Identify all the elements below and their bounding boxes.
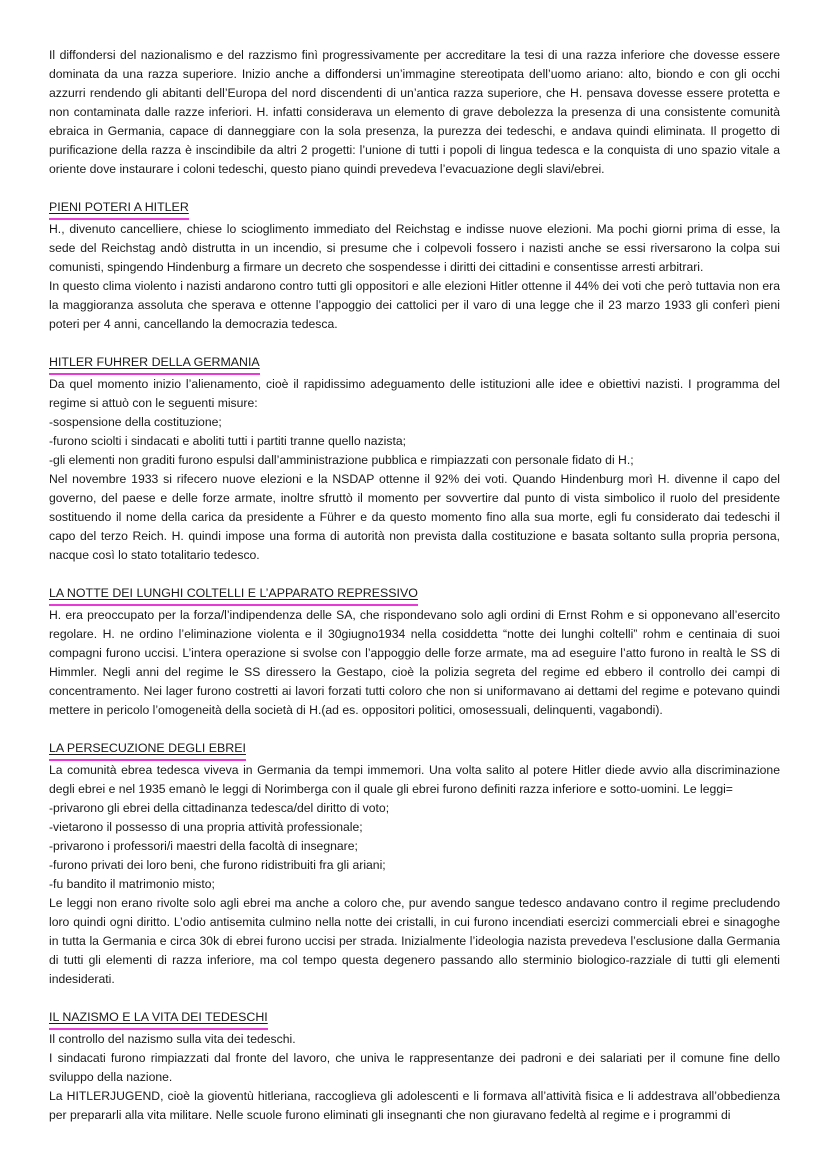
paragraph: I sindacati furono rimpiazzati dal fronte del lavoro, che univa le rappresentanze dei padroni e dei salariati per il comune fine dello sviluppo della nazione. [49, 1051, 780, 1084]
section-heading: PIENI POTERI A HITLER [49, 198, 189, 220]
paragraph: Nel novembre 1933 si rifecero nuove elezioni e la NSDAP ottenne il 92% dei voti. Quando Hindenburg morì H. divenne il capo del governo, del paese e delle forze armate, inoltre sfruttò il momento per sovvertire dal punto di vista simbolico il ruolo del presidente sostituendo il nome della carica da presidente a Führer e da questo momento fino alla sua morte, egli fu considerato dai tedeschi il capo del terzo Reich. H. quindi impose una forma di autorità non prevista dalla costituzione e basata soltanto sulla propria persona, nacque così lo stato totalitario tedesco. [49, 472, 780, 562]
section-pieni-poteri [49, 198, 780, 334]
paragraph: H., divenuto cancelliere, chiese lo scioglimento immediato del Reichstag e indisse nuove elezioni. Ma pochi giorni prima di esse, la sede del Reichstag andò distrutta in un incendio, si presume che i colpevoli fossero i nazisti anche se essi riversarono la colpa sui comunisti, spingendo Hindenburg a firmare un decreto che sospendesse i diritti dei cittadini e consentisse arresti arbitrari. [49, 222, 780, 274]
list-item: -furono privati dei loro beni, che furono ridistribuiti fra gli ariani; [49, 858, 386, 872]
list-item: -gli elementi non graditi furono espulsi dall’amministrazione pubblica e rimpiazzati con personale fidato di H.; [49, 453, 634, 467]
section-persecuzione-ebrei [49, 739, 780, 989]
paragraph: Le leggi non erano rivolte solo agli ebrei ma anche a coloro che, pur avendo sangue tedesco andavano contro il regime precludendo loro quindi ogni diritto. L’odio antisemita culmino nella notte dei cristalli, in cui furono incendiati esercizi commerciali ebrei e sinagoghe in tutta la Germania e circa 30k di ebrei furono uccisi per strada. Inizialmente l’ideologia nazista prevedeva l’esclusione dalla Germania di tutti gli elementi di razza inferiore, ma col tempo questa degenero passando allo sterminio biologico-razziale di tutti gli elementi indesiderati. [49, 896, 780, 986]
section-heading: HITLER FUHRER DELLA GERMANIA [49, 353, 260, 375]
paragraph: La HITLERJUGEND, cioè la gioventù hitleriana, raccoglieva gli adolescenti e li formava all’attività fisica e li addestrava all’obbedienza per prepararli alla vita militare. Nelle scuole furono eliminati gli insegnanti che non giuravano fedeltà al regime e i programmi di [49, 1089, 780, 1122]
intro-paragraph: Il diffondersi del nazionalismo e del razzismo finì progressivamente per accreditare la tesi di una razza inferiore che dovesse essere dominata da una razza superiore. Inizio anche a diffondersi un’immagine stereotipata dell’uomo ariano: alto, biondo e con gli occhi azzurri rendendo gli abitanti dell’Europa del nord discendenti di un’antica razza superiore, che H. pensava dovesse essere protetta e non contaminata dalle razze inferiori. H. infatti considerava un elemento di grave debolezza la presenza di una consistente comunità ebraica in Germania, capace di danneggiare con la sola presenza, la purezza dei tedeschi, e andava quindi eliminata. Il progetto di purificazione della razza è inscindibile da altri 2 progetti: l’unione di tutti i popoli di lingua tedesca e la conquista di uno spazio vitale a oriente dove instaurare i coloni tedeschi, questo piano quindi prevedeva l’evacuazione degli slavi/ebrei. [49, 48, 780, 176]
list-item: -furono sciolti i sindacati e aboliti tutti i partiti tranne quello nazista; [49, 434, 407, 448]
list-item: -fu bandito il matrimonio misto; [49, 877, 215, 891]
section-heading: LA NOTTE DEI LUNGHI COLTELLI E L’APPARATO REPRESSIVO [49, 584, 418, 606]
section-heading: IL NAZISMO E LA VITA DEI TEDESCHI [49, 1008, 268, 1030]
list-item: -vietarono il possesso di una propria attività professionale; [49, 820, 363, 834]
section-nazismo-vita-tedeschi [49, 1008, 780, 1125]
paragraph: H. era preoccupato per la forza/l’indipendenza delle SA, che rispondevano solo agli ordini di Ernst Rohm e si opponevano all’esercito regolare. H. ne ordino l’eliminazione violenta e il 30giugno1934 nella cosiddetta “notte dei lunghi coltelli” rohm e centinaia di suoi compagni furono uccisi. L’intera operazione si svolse con l’appoggio delle forze armate, ma ad eseguire l’atto furono in realtà le SS di Himmler. Negli anni del regime le SS diressero la Gestapo, cioè la polizia segreta del regime ed ebbero il controllo dei campi di concentramento. Nei lager furono costretti ai lavori forzati tutti coloro che non si uniformavano ai dettami del regime e potevano quindi mettere in pericolo l’omogeneità della società di H.(ad es. oppositori politici, omosessuali, delinquenti, vagabondi). [49, 608, 780, 717]
list-item: -privarono i professori/i maestri della facoltà di insegnare; [49, 839, 358, 853]
list-item: -sospensione della costituzione; [49, 415, 222, 429]
paragraph: Il controllo del nazismo sulla vita dei tedeschi. [49, 1032, 296, 1046]
list-item: -privarono gli ebrei della cittadinanza tedesca/del diritto di voto; [49, 801, 390, 815]
document-page [49, 46, 780, 1125]
section-heading: LA PERSECUZIONE DEGLI EBREI [49, 739, 246, 761]
paragraph: Da quel momento inizio l’alienamento, cioè il rapidissimo adeguamento delle istituzioni alle idee e obiettivi nazisti. I programma del regime si attuò con le seguenti misure: [49, 377, 780, 410]
section-hitler-fuhrer [49, 353, 780, 565]
paragraph: In questo clima violento i nazisti andarono contro tutti gli oppositori e alle elezioni Hitler ottenne il 44% dei voti che però tuttavia non era la maggioranza assoluta che sperava e ottenne l’appoggio dei cattolici per il varo di una legge che il 23 marzo 1933 gli conferì pieni poteri per 4 anni, cancellando la democrazia tedesca. [49, 279, 780, 331]
paragraph: La comunità ebrea tedesca viveva in Germania da tempi immemori. Una volta salito al potere Hitler diede avvio alla discriminazione degli ebrei e nel 1935 emanò le leggi di Norimberga con il quale gli ebrei furono definiti razza inferiore e sotto-uomini. Le leggi= [49, 763, 780, 796]
section-notte-lunghi-coltelli [49, 584, 780, 720]
